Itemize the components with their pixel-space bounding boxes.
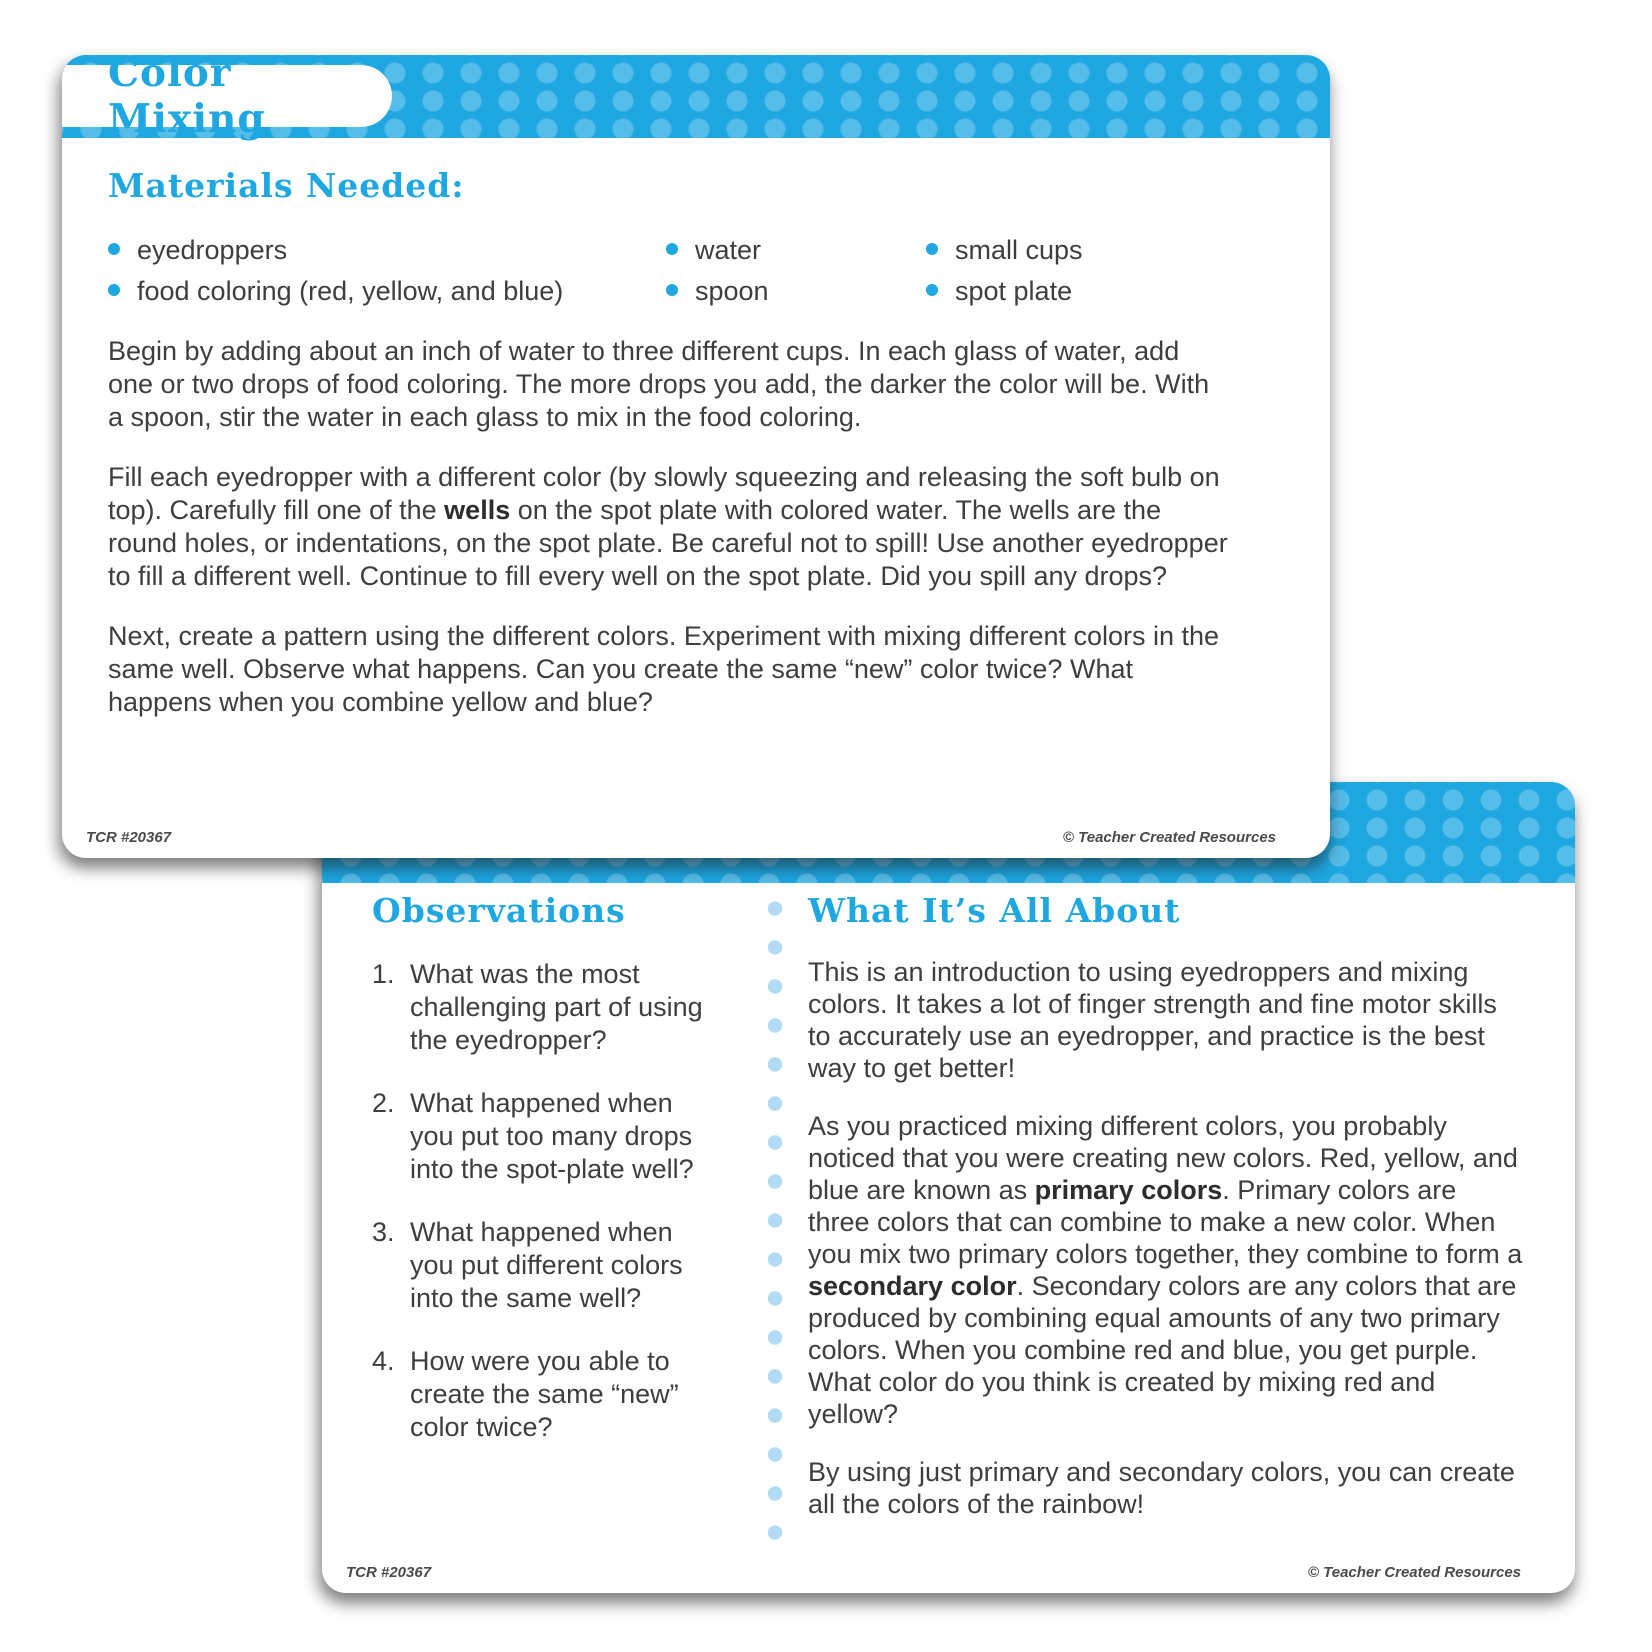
observations-list [372,958,758,1444]
materials-column-2 [666,235,926,307]
material-label: spoon [695,276,769,306]
paragraph: As you practiced mixing different colors, you probably noticed that you were creating new colors. Red, yellow, and blue are known as primary colors. Primary colors are three colors that can combine to make a new color. When you mix two primary colors together, they combine to form a secondary color. Secondary colors are any colors that are produced by combining equal amounts of any two primary colors. When you combine red and blue, you get purple. What color do you think is created by mixing red and yellow? [808,1111,1523,1429]
item-text: What happened when you put different colors into the same well? [410,1217,683,1313]
about-paragraphs [808,956,1525,1520]
item-text: What happened when you put too many drops into the spot-plate well? [410,1088,694,1184]
paragraph: Fill each eyedropper with a different color (by slowly squeezing and releasing the soft bulb on top). Carefully fill one of the wells on the spot plate with colored water. The wells are the round holes, or indentations, on the spot plate. Be careful not to spill! Use another eyedropper to fill a different well. Continue to fill every well on the spot plate. Did you spill any drops? [108,462,1228,591]
item-number: 3. [372,1217,395,1247]
paragraph: Begin by adding about an inch of water to three different cups. In each glass of water, add one or two drops of food coloring. The more drops you add, the darker the color will be. With a spoon, stir the water in each glass to mix in the food coloring. [108,336,1210,432]
list-item [666,235,926,266]
card1-body [108,152,1276,746]
observations-column [322,883,758,1553]
about-heading: What It’s All About [808,891,1181,930]
list-item [372,958,720,1057]
list-item [108,235,666,266]
item-text: How were you able to create the same “new” color twice? [410,1346,679,1442]
material-label: food coloring (red, yellow, and blue) [137,276,564,306]
card-observations-about [322,782,1575,1593]
bullet-icon [666,284,678,296]
bullet-icon [666,243,678,255]
card2-footer [346,1564,1521,1581]
bullet-icon [926,243,938,255]
card2-body [322,883,1575,1553]
observations-heading: Observations [372,891,626,930]
item-number: 1. [372,959,395,989]
item-text: What was the most challenging part of using the eyedropper? [410,959,703,1055]
item-number: 4. [372,1346,395,1376]
paragraph: Next, create a pattern using the different colors. Experiment with mixing different colors in the same well. Observe what happens. Can you create the same “new” color twice? What happens when you combine yellow and blue? [108,621,1220,717]
list-item [372,1345,720,1444]
paragraph: By using just primary and secondary colors, you can create all the colors of the rainbow! [808,1457,1515,1519]
list-item [372,1087,720,1186]
list-item [926,276,1083,307]
list-item [372,1216,720,1315]
material-label: eyedroppers [137,235,288,265]
about-column [796,883,1575,1553]
list-item [108,276,666,307]
materials-list [108,235,1276,307]
page-title: Color Mixing [108,55,266,142]
bullet-icon [926,284,938,296]
polka-dot-band [62,55,1330,142]
footer-code: TCR #20367 [346,1564,432,1581]
materials-heading: Materials Needed: [108,166,465,205]
footer-copyright: © Teacher Created Resources [1062,829,1276,846]
bullet-icon [108,284,120,296]
footer-copyright: © Teacher Created Resources [1307,1564,1521,1581]
card1-footer [86,829,1276,846]
bullet-icon [108,243,120,255]
instruction-paragraphs [108,335,1230,719]
paragraph: This is an introduction to using eyedroppers and mixing colors. It takes a lot of finger strength and fine motor skills to accurately use an eyedropper, and practice is the best way to get better! [808,957,1497,1083]
footer-code: TCR #20367 [86,829,172,846]
materials-column-1 [108,235,666,307]
material-label: water [695,235,762,265]
list-item [666,276,926,307]
materials-column-3 [926,235,1083,307]
title-pill [62,55,392,142]
dotted-divider [768,883,782,1553]
material-label: small cups [955,235,1083,265]
card-color-mixing [62,55,1330,858]
list-item [926,235,1083,266]
material-label: spot plate [955,276,1073,306]
item-number: 2. [372,1088,395,1118]
